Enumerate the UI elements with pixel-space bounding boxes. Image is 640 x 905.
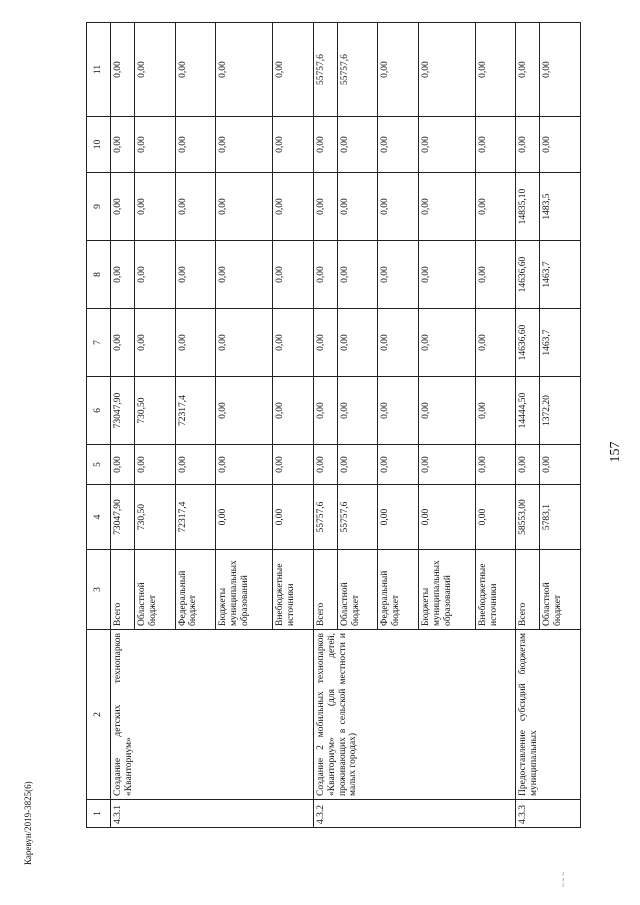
value-cell: 0,00 <box>516 117 540 173</box>
value-cell: 0,00 <box>418 377 475 445</box>
value-cell: 0,00 <box>273 445 314 485</box>
value-cell: 58553,00 <box>516 485 540 550</box>
value-cell: 0,00 <box>175 241 216 309</box>
value-cell: 1483,5 <box>540 173 581 241</box>
value-cell: 72317,4 <box>175 485 216 550</box>
value-cell: 0,00 <box>418 23 475 117</box>
page-number: 157 <box>608 441 623 463</box>
budget-table <box>86 22 581 828</box>
funding-source: Областной бюджет <box>540 550 581 630</box>
funding-source: Бюджеты муниципальных образований <box>216 550 273 630</box>
header-cell: 3 <box>87 550 111 630</box>
funding-source: Федеральный бюджет <box>378 550 419 630</box>
header-cell: 10 <box>87 117 111 173</box>
value-cell: 0,00 <box>378 445 419 485</box>
value-cell: 72317,4 <box>175 377 216 445</box>
value-cell: 0,00 <box>273 485 314 550</box>
value-cell: 0,00 <box>135 241 176 309</box>
value-cell: 73047,90 <box>111 377 135 445</box>
value-cell: 0,00 <box>475 445 516 485</box>
value-cell: 1463,7 <box>540 309 581 377</box>
funding-source: Областной бюджет <box>135 550 176 630</box>
value-cell: 0,00 <box>418 485 475 550</box>
value-cell: 0,00 <box>378 309 419 377</box>
value-cell: 0,00 <box>111 117 135 173</box>
value-cell: 0,00 <box>418 309 475 377</box>
value-cell: 14636,60 <box>516 309 540 377</box>
value-cell: 0,00 <box>273 377 314 445</box>
value-cell: 0,00 <box>175 23 216 117</box>
funding-source: Бюджеты муниципальных образований <box>418 550 475 630</box>
value-cell: 14835,10 <box>516 173 540 241</box>
value-cell: 0,00 <box>540 445 581 485</box>
document-code: Каревун/2019-3825(6) <box>23 781 33 865</box>
value-cell: 0,00 <box>475 173 516 241</box>
header-cell: 5 <box>87 445 111 485</box>
value-cell: 0,00 <box>378 241 419 309</box>
value-cell: 0,00 <box>337 445 378 485</box>
value-cell: 0,00 <box>111 173 135 241</box>
value-cell: 0,00 <box>135 117 176 173</box>
value-cell: 0,00 <box>273 23 314 117</box>
value-cell: 0,00 <box>216 173 273 241</box>
value-cell: 0,00 <box>540 23 581 117</box>
value-cell: 0,00 <box>337 377 378 445</box>
value-cell: 0,00 <box>313 117 337 173</box>
value-cell: 0,00 <box>175 309 216 377</box>
value-cell: 0,00 <box>475 241 516 309</box>
header-cell: 11 <box>87 23 111 117</box>
value-cell: 73047,90 <box>111 485 135 550</box>
header-row <box>87 23 111 828</box>
value-cell: 0,00 <box>313 445 337 485</box>
item-description: Создание детских технопарков «Кванториум» <box>111 630 314 800</box>
value-cell: 0,00 <box>216 23 273 117</box>
value-cell: 0,00 <box>175 173 216 241</box>
funding-source: Всего <box>313 550 337 630</box>
value-cell: 0,00 <box>273 117 314 173</box>
header-cell: 6 <box>87 377 111 445</box>
table-row <box>516 23 540 828</box>
header-cell: 4 <box>87 485 111 550</box>
value-cell: 55757,6 <box>313 23 337 117</box>
value-cell: 0,00 <box>313 173 337 241</box>
value-cell: 5783,1 <box>540 485 581 550</box>
value-cell: 0,00 <box>337 309 378 377</box>
value-cell: 0,00 <box>378 173 419 241</box>
value-cell: 0,00 <box>111 241 135 309</box>
table-row <box>313 23 337 828</box>
value-cell: 0,00 <box>216 485 273 550</box>
value-cell: 0,00 <box>313 377 337 445</box>
value-cell: 0,00 <box>313 241 337 309</box>
value-cell: 0,00 <box>273 309 314 377</box>
value-cell: 14636,60 <box>516 241 540 309</box>
value-cell: 0,00 <box>111 23 135 117</box>
value-cell: 0,00 <box>378 377 419 445</box>
value-cell: 0,00 <box>313 309 337 377</box>
value-cell: 0,00 <box>418 117 475 173</box>
value-cell: 730,50 <box>135 485 176 550</box>
funding-source: Всего <box>111 550 135 630</box>
value-cell: 0,00 <box>540 117 581 173</box>
value-cell: 0,00 <box>175 445 216 485</box>
value-cell: 0,00 <box>216 117 273 173</box>
value-cell: 1463,7 <box>540 241 581 309</box>
header-cell: 8 <box>87 241 111 309</box>
value-cell: 55757,6 <box>313 485 337 550</box>
value-cell: 0,00 <box>516 23 540 117</box>
funding-source: Всего <box>516 550 540 630</box>
header-cell: 1 <box>87 800 111 828</box>
value-cell: 0,00 <box>475 485 516 550</box>
funding-source: Федеральный бюджет <box>175 550 216 630</box>
value-cell: 55757,6 <box>337 485 378 550</box>
value-cell: 0,00 <box>475 309 516 377</box>
value-cell: 0,00 <box>418 241 475 309</box>
value-cell: 0,00 <box>337 117 378 173</box>
value-cell: 55757,6 <box>337 23 378 117</box>
value-cell: 0,00 <box>111 445 135 485</box>
value-cell: 0,00 <box>378 23 419 117</box>
value-cell: 0,00 <box>216 445 273 485</box>
funding-source: Внебюджетные источники <box>475 550 516 630</box>
value-cell: 0,00 <box>111 309 135 377</box>
value-cell: 0,00 <box>378 117 419 173</box>
header-cell: 2 <box>87 630 111 800</box>
value-cell: 1372,20 <box>540 377 581 445</box>
item-description: Создание 2 мобильных технопарков «Кванториум» (для детей, проживающих в сельской местности и малых городах) <box>313 630 516 800</box>
funding-source: Областной бюджет <box>337 550 378 630</box>
value-cell: 14444,50 <box>516 377 540 445</box>
value-cell: 0,00 <box>337 173 378 241</box>
value-cell: 0,00 <box>273 173 314 241</box>
value-cell: 0,00 <box>475 23 516 117</box>
value-cell: 0,00 <box>216 241 273 309</box>
value-cell: 0,00 <box>418 445 475 485</box>
value-cell: 0,00 <box>273 241 314 309</box>
value-cell: 0,00 <box>337 241 378 309</box>
value-cell: 0,00 <box>135 309 176 377</box>
value-cell: 0,00 <box>175 117 216 173</box>
value-cell: 0,00 <box>475 117 516 173</box>
value-cell: 0,00 <box>135 445 176 485</box>
value-cell: 730,50 <box>135 377 176 445</box>
value-cell: 0,00 <box>135 173 176 241</box>
table-row <box>111 23 135 828</box>
header-cell: 9 <box>87 173 111 241</box>
value-cell: 0,00 <box>418 173 475 241</box>
value-cell: 0,00 <box>216 377 273 445</box>
header-cell: 7 <box>87 309 111 377</box>
value-cell: 0,00 <box>378 485 419 550</box>
item-code: 4.3.1 <box>111 800 314 828</box>
item-description: Предоставление субсидий бюджетам муниципальных <box>516 630 581 800</box>
margin-scan-mark: ~ ~ ~ <box>560 872 568 887</box>
item-code: 4.3.3 <box>516 800 581 828</box>
funding-source: Внебюджетные источники <box>273 550 314 630</box>
value-cell: 0,00 <box>516 445 540 485</box>
value-cell: 0,00 <box>475 377 516 445</box>
value-cell: 0,00 <box>216 309 273 377</box>
item-code: 4.3.2 <box>313 800 516 828</box>
value-cell: 0,00 <box>135 23 176 117</box>
